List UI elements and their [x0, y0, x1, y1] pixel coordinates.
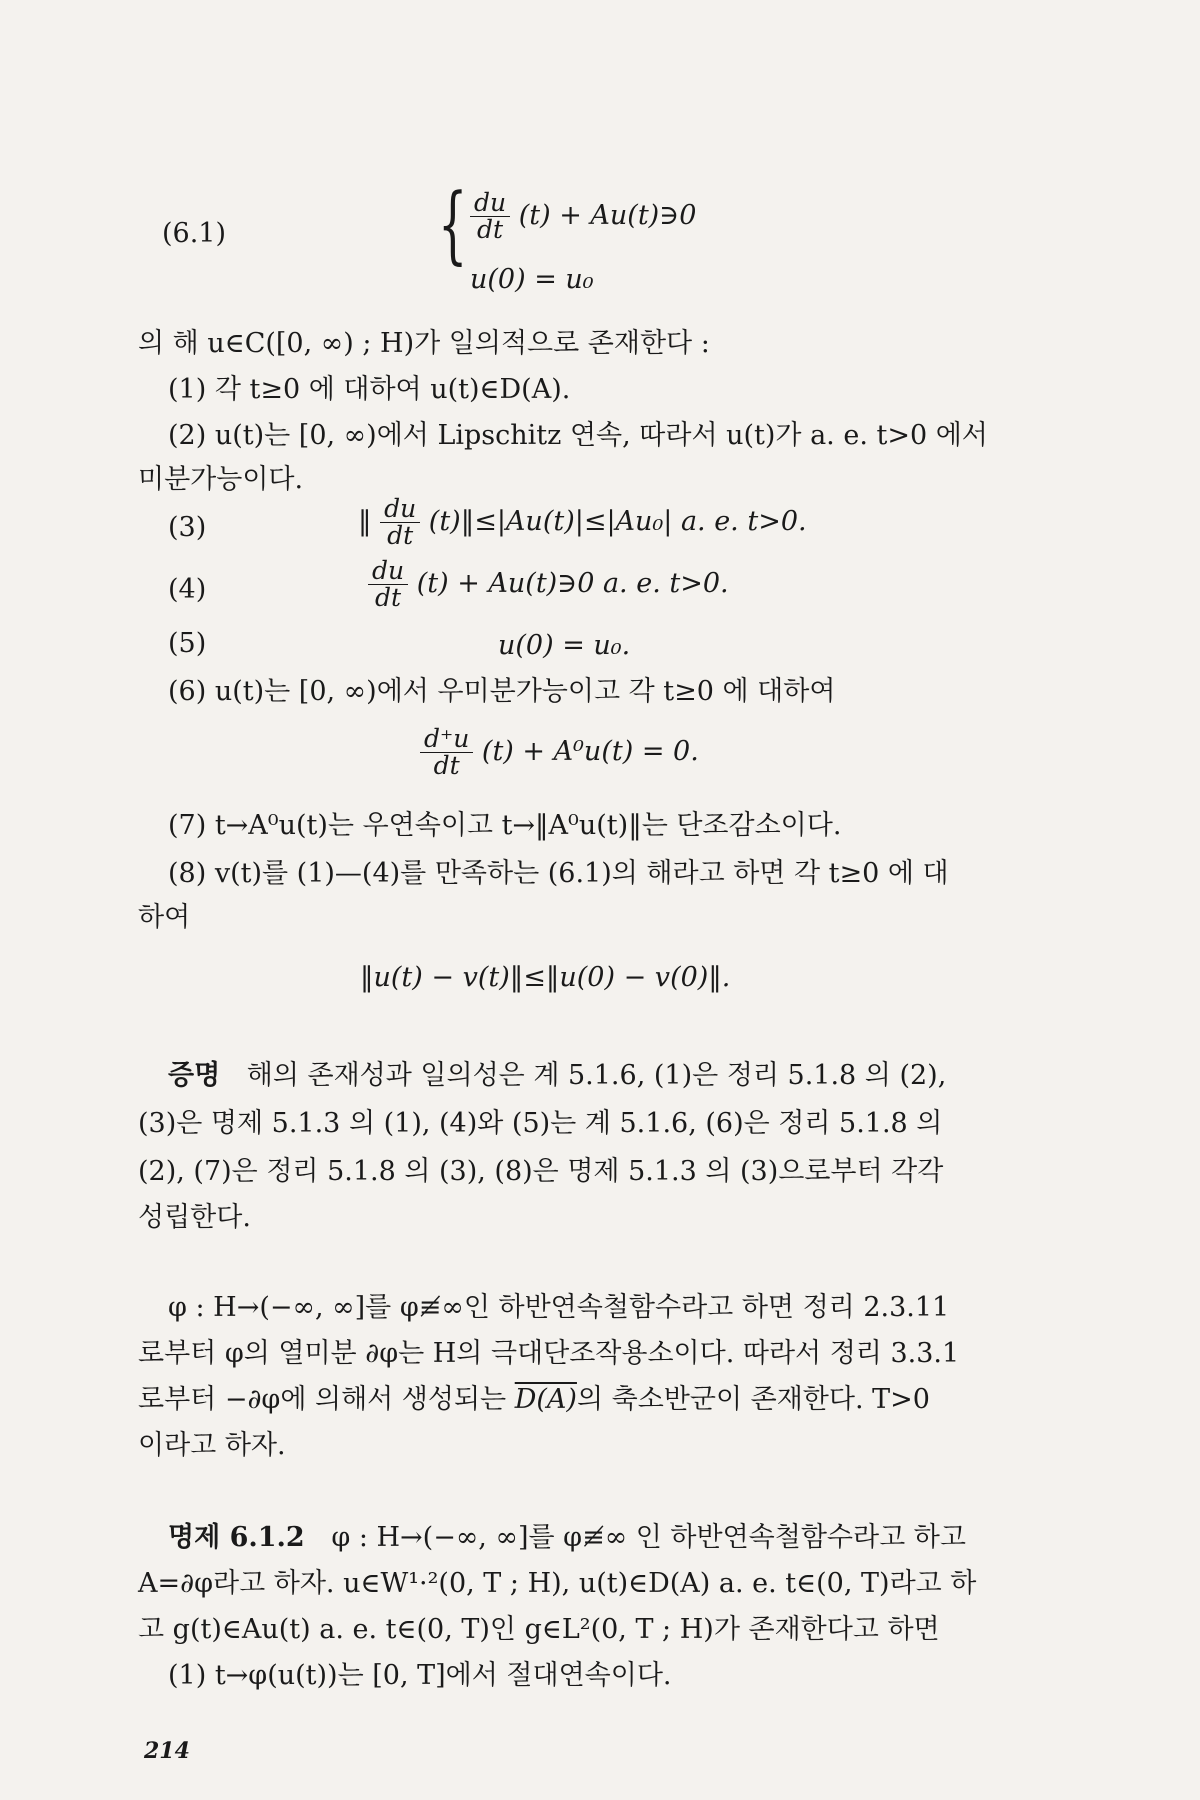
proposition-line [168, 1520, 966, 1556]
equation-rest: (t) + Au(t)∋0 [518, 200, 697, 231]
left-brace: { [438, 175, 468, 273]
equation-row [470, 190, 696, 243]
fraction-denominator: dt [387, 521, 414, 550]
fraction [420, 726, 473, 779]
paragraph-line: 이라고 하자. [138, 1430, 286, 1461]
list-item-continuation: 미분가능이다. [138, 464, 304, 495]
fraction-denominator: dt [375, 583, 402, 612]
item-label: (4) [168, 574, 207, 605]
proof-text: 해의 존재성과 일의성은 계 5.1.6, (1)은 정리 5.1.8 의 (2), [246, 1060, 947, 1091]
paragraph-line: 의 해 u∈C([0, ∞) ; H)가 일의적으로 존재한다 : [138, 328, 710, 359]
fraction [380, 496, 420, 549]
equation-row [358, 496, 807, 549]
text-segment: 로부터 −∂φ에 의해서 생성되는 [138, 1384, 515, 1415]
fraction [368, 558, 408, 611]
equation-row [420, 726, 699, 779]
fraction-denominator: dt [477, 215, 504, 244]
fraction-numerator: du [470, 190, 510, 217]
fraction-numerator: du [380, 496, 420, 523]
proof-line: 성립한다. [138, 1202, 251, 1233]
paragraph-line: φ : H→(−∞, ∞]를 φ≢∞인 하반연속철함수라고 하면 정리 2.3.11 [168, 1292, 950, 1323]
list-item: (8) v(t)를 (1)—(4)를 만족하는 (6.1)의 해라고 하면 각 t≥0 에 대 [168, 858, 949, 889]
equation-row: u(0) = u₀ [470, 264, 594, 295]
list-item: (2) u(t)는 [0, ∞)에서 Lipschitz 연속, 따라서 u(t)가 a. e. t>0 에서 [168, 420, 988, 451]
proof-line [168, 1058, 946, 1094]
page-number: 214 [144, 1738, 190, 1764]
list-item: (6) u(t)는 [0, ∞)에서 우미분가능이고 각 t≥0 에 대하여 [168, 676, 836, 707]
text-segment: 의 축소반군이 존재한다. T>0 [576, 1384, 930, 1415]
proof-heading: 증명 [168, 1060, 221, 1091]
list-item-continuation: 하여 [138, 902, 191, 933]
fraction [470, 190, 510, 243]
fraction-denominator: dt [433, 751, 460, 780]
proposition-text: φ : H→(−∞, ∞]를 φ≢∞ 인 하반연속철함수라고 하고 [331, 1522, 966, 1553]
proposition-line: (1) t→φ(u(t))는 [0, T]에서 절대연속이다. [168, 1660, 672, 1691]
proof-line: (3)은 명제 5.1.3 의 (1), (4)와 (5)는 계 5.1.6, (6)은 정리 5.1.8 의 [138, 1108, 943, 1139]
equation-row [368, 558, 729, 611]
equation-rest: (t)‖≤|Au(t)|≤|Au₀| a. e. t>0. [428, 506, 807, 537]
norm-bar: ‖ [358, 506, 372, 537]
proposition-line: 고 g(t)∈Au(t) a. e. t∈(0, T)인 g∈L²(0, T ; H)가 존재한다고 하면 [138, 1614, 940, 1645]
equation-row: u(0) = u₀. [498, 630, 631, 661]
proposition-heading: 명제 6.1.2 [168, 1522, 305, 1553]
proof-line: (2), (7)은 정리 5.1.8 의 (3), (8)은 명제 5.1.3 의 (3)으로부터 각각 [138, 1156, 944, 1187]
item-label: (5) [168, 628, 207, 659]
equation-label: (6.1) [162, 218, 227, 249]
fraction-numerator: d⁺u [420, 726, 473, 753]
closure-text: D(A) [514, 1384, 577, 1415]
paragraph-line [138, 1382, 930, 1418]
fraction-numerator: du [368, 558, 408, 585]
list-item: (7) t→A⁰u(t)는 우연속이고 t→‖A⁰u(t)‖는 단조감소이다. [168, 810, 842, 841]
equation-rest: (t) + A⁰u(t) = 0. [481, 736, 699, 767]
item-label: (3) [168, 512, 207, 543]
list-item: (1) 각 t≥0 에 대하여 u(t)∈D(A). [168, 374, 571, 405]
paragraph-line: 로부터 φ의 열미분 ∂φ는 H의 극대단조작용소이다. 따라서 정리 3.3.1 [138, 1338, 960, 1369]
proposition-line: A=∂φ라고 하자. u∈W¹·²(0, T ; H), u(t)∈D(A) a. e. t∈(0, T)라고 하 [138, 1568, 977, 1599]
equation-row: ‖u(t) − v(t)‖≤‖u(0) − v(0)‖. [360, 962, 731, 993]
equation-rest: (t) + Au(t)∋0 a. e. t>0. [416, 568, 729, 599]
